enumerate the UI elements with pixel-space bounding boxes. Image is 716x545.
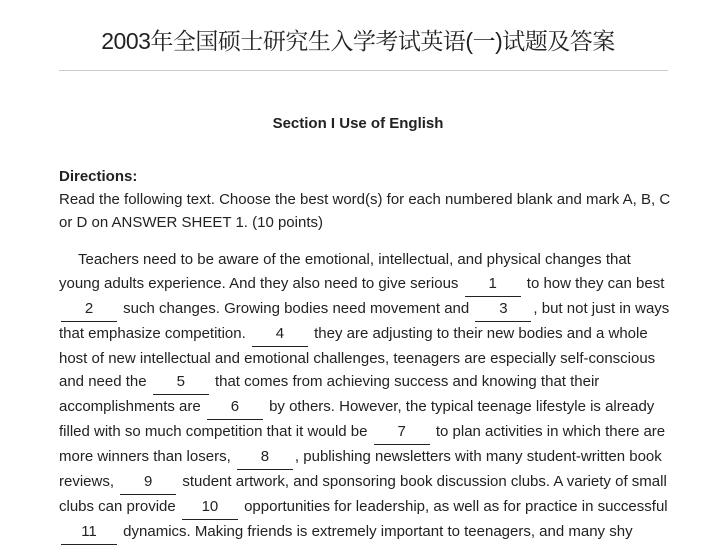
page-title: 2003年全国硕士研究生入学考试英语(一)试题及答案	[101, 28, 615, 54]
passage-text: that comes from achieving success and knowing that their accomplishments are	[59, 373, 600, 415]
blank-2: 2	[61, 300, 117, 322]
blank-10: 10	[182, 498, 238, 520]
passage-text: by others. However, the typical teenage lifestyle is already filled with so much competition that it would be	[59, 398, 655, 440]
passage-text: to plan activities in which there are more winners than losers,	[59, 423, 666, 465]
blank-1: 1	[465, 275, 521, 297]
directions-text: Read the following text. Choose the best word(s) for each numbered blank and mark A, B, C or D on ANSWER SHEET 1. (10 points)	[59, 191, 671, 232]
blank-11: 11	[61, 523, 117, 545]
passage-text: Teachers need to be aware of the emotional, intellectual, and physical changes that young adults experience. And they also need to give serious	[59, 251, 631, 292]
passage-text: opportunities for leadership, as well as for practice in successful	[244, 498, 668, 515]
blank-5: 5	[153, 373, 209, 395]
cloze-passage	[59, 248, 671, 545]
blank-8: 8	[237, 448, 293, 470]
blank-3: 3	[475, 300, 531, 322]
passage-text: , but not just in ways that emphasize competition.	[59, 299, 670, 342]
passage-text: , publishing newsletters with many student-written book reviews,	[59, 448, 662, 490]
blank-6: 6	[207, 398, 263, 420]
passage-text: dynamics. Making friends is extremely important to teenagers, and many shy	[123, 523, 633, 540]
blank-4: 4	[252, 325, 308, 347]
title-divider	[59, 70, 668, 71]
directions-label: Directions:	[59, 168, 138, 185]
content-body	[59, 166, 671, 545]
passage-text: they are adjusting to their new bodies and a whole host of new intellectual and emotional challenges, teenagers are especially self-conscious and need the	[59, 324, 656, 390]
blank-9: 9	[120, 473, 176, 495]
passage-text: student artwork, and sponsoring book discussion clubs. A variety of small clubs can provide	[59, 473, 667, 515]
blank-7: 7	[374, 423, 430, 445]
section-title: Section I Use of English	[272, 115, 444, 132]
passage-text: such changes. Growing bodies need movement and	[123, 299, 470, 317]
passage-text: to how they can best	[526, 274, 665, 292]
